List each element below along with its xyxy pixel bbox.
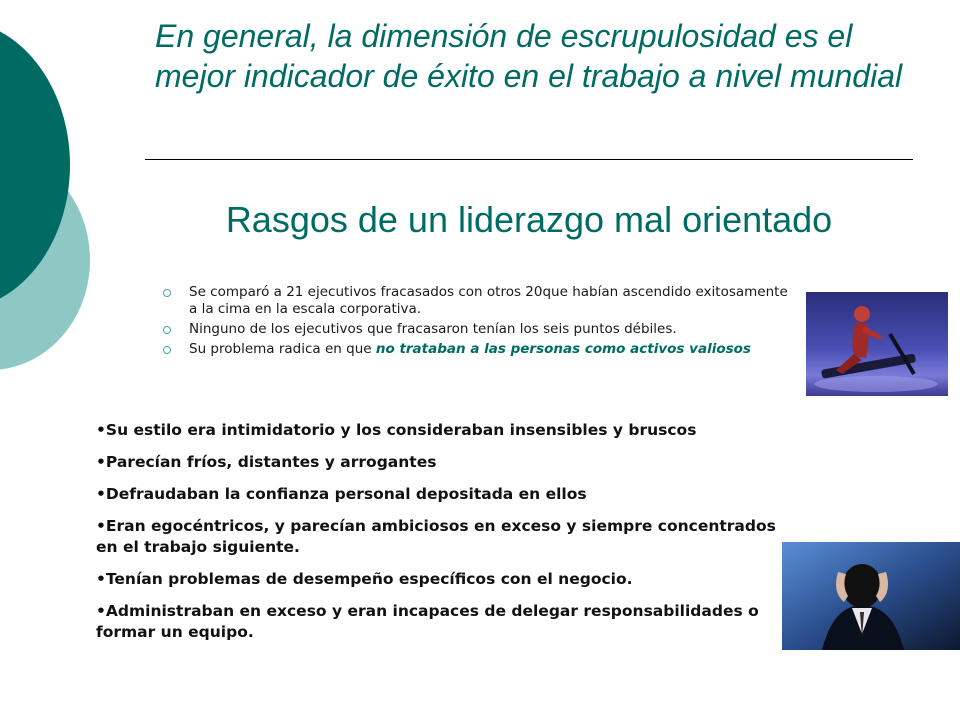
stressed-man-photo xyxy=(782,542,960,650)
traits-list xyxy=(96,420,786,654)
intro-item-text: Su problema radica en que xyxy=(189,341,376,357)
trait-item: •Parecían fríos, distantes y arrogantes xyxy=(96,453,437,471)
intro-item xyxy=(160,341,790,358)
stressed-man-illustration xyxy=(782,542,960,650)
trait-item: •Eran egocéntricos, y parecían ambiciosos en exceso y siempre concentrados en el trabajo siguiente. xyxy=(96,517,776,556)
slide-title: En general, la dimensión de escrupulosidad es el mejor indicador de éxito en el trabajo a nivel mundial xyxy=(155,18,903,94)
ring-bullet-icon xyxy=(163,289,171,297)
trait-item: •Administraban en exceso y eran incapaces de delegar responsabilidades o formar un equipo. xyxy=(96,602,759,641)
slide-subtitle: Rasgos de un liderazgo mal orientado xyxy=(225,199,833,240)
intro-list xyxy=(160,284,790,361)
sitting-figure-illustration xyxy=(806,292,948,396)
trait-item: •Tenían problemas de desempeño específicos con el negocio. xyxy=(96,570,633,588)
ring-bullet-icon xyxy=(163,326,171,334)
trait-item: •Defraudaban la confianza personal depositada en ellos xyxy=(96,485,587,503)
intro-item-text: Ninguno de los ejecutivos que fracasaron tenían los seis puntos débiles. xyxy=(189,321,677,337)
ring-bullet-icon xyxy=(163,346,171,354)
trait-item: •Su estilo era intimidatorio y los consideraban insensibles y bruscos xyxy=(96,421,697,439)
title-divider xyxy=(145,159,913,160)
sitting-figure-photo xyxy=(806,292,948,396)
intro-item-emphasis: no trataban a las personas como activos valiosos xyxy=(375,341,751,357)
intro-item xyxy=(160,321,790,338)
intro-item-text: Se comparó a 21 ejecutivos fracasados con otros 20que habían ascendido exitosamente a la cima en la escala corporativa. xyxy=(189,284,788,317)
intro-item xyxy=(160,284,790,318)
